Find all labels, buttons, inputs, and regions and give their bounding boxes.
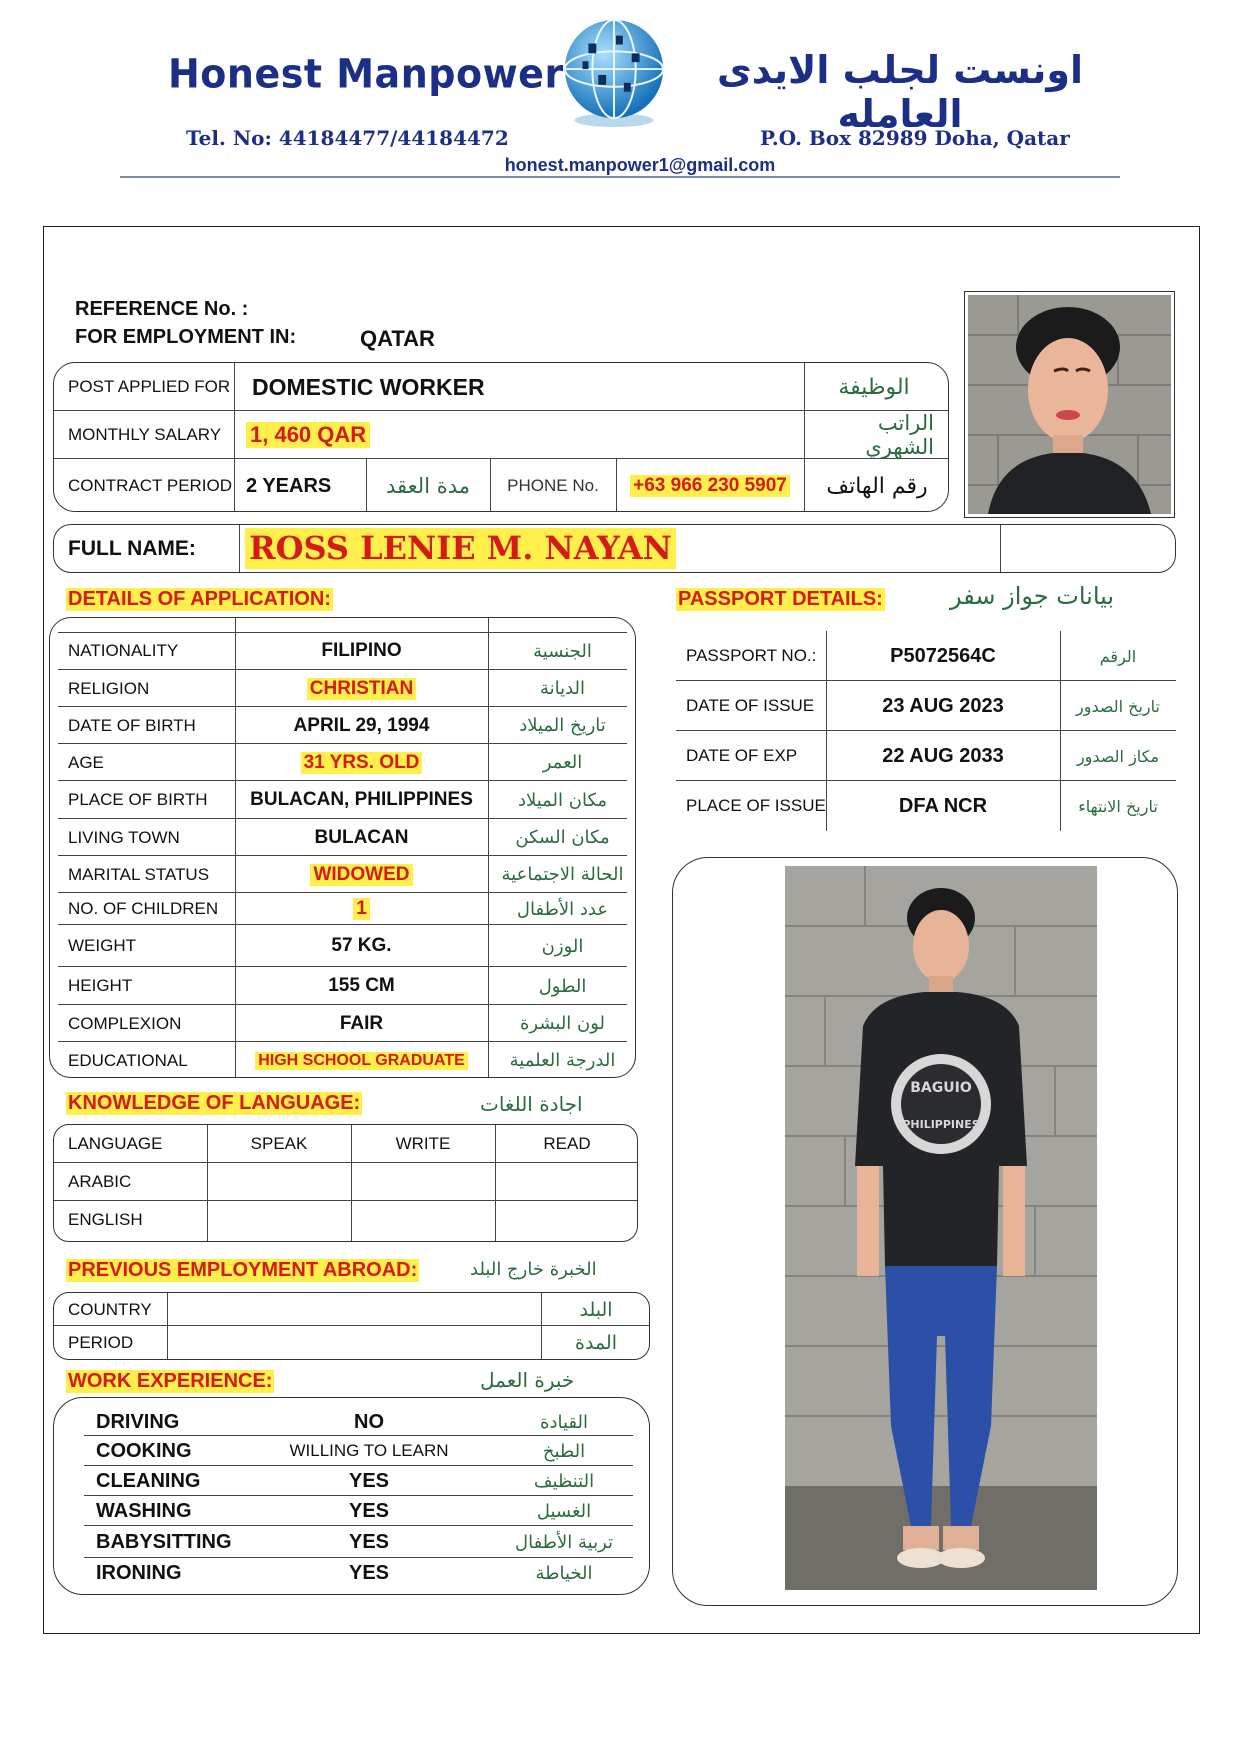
application-arabic: عدد الأطفال [516, 898, 609, 920]
application-arabic: تاريخ الميلاد [519, 715, 606, 736]
brand-name-arabic: اونست لجلب الايدى العامله [716, 48, 1084, 136]
passport-column-line [1060, 631, 1061, 831]
work-label: BABYSITTING [96, 1530, 232, 1553]
passport-arabic: تاريخ الانتهاء [1078, 796, 1158, 816]
language-header-speak: SPEAK [250, 1134, 308, 1153]
header-email: honest.manpower1@gmail.com [504, 155, 776, 175]
fullbody-photo-frame [672, 857, 1178, 1606]
phone-value: +63 966 230 5907 [630, 475, 790, 497]
application-arabic: الوزن [541, 935, 584, 957]
work-value: YES [348, 1469, 390, 1492]
application-value: 57 KG. [331, 935, 392, 956]
application-label: MARITAL STATUS [68, 864, 210, 884]
application-label: NATIONALITY [68, 641, 179, 660]
work-arabic: الغسيل [536, 1500, 592, 1522]
previous-country-arabic: البلد [579, 1298, 613, 1321]
post-arabic: الوظيفة [838, 374, 910, 400]
application-value: APRIL 29, 1994 [293, 714, 430, 736]
application-value: FAIR [339, 1012, 384, 1034]
employment-label: FOR EMPLOYMENT IN: [75, 326, 297, 348]
passport-arabic: مكاز الصدور [1076, 746, 1160, 766]
application-arabic: مكان السكن [515, 827, 610, 848]
work-label: CLEANING [96, 1469, 201, 1492]
post-details-table [53, 362, 949, 512]
work-title-arabic: خبرة العمل [480, 1368, 575, 1392]
passport-title: PASSPORT DETAILS: [678, 588, 883, 610]
work-title: WORK EXPERIENCE: [68, 1370, 273, 1392]
work-arabic: الخياطة [535, 1562, 593, 1584]
fullname-label: FULL NAME: [68, 536, 196, 560]
passport-value: DFA NCR [898, 794, 988, 817]
work-value: WILLING TO LEARN [289, 1441, 449, 1460]
previous-title: PREVIOUS EMPLOYMENT ABROAD: [68, 1259, 418, 1281]
application-label: RELIGION [68, 678, 150, 698]
header-pobox: P.O. Box 82989 Doha, Qatar [760, 126, 1070, 150]
application-label: NO. OF CHILDREN [68, 899, 219, 918]
shirt-text-bottom: PHILIPPINES [902, 1118, 980, 1131]
application-label: AGE [68, 752, 104, 772]
application-value: BULACAN [314, 826, 409, 848]
application-value: 155 CM [328, 975, 395, 996]
previous-title-arabic: الخبرة خارج البلد [470, 1259, 597, 1280]
application-value: 1 [353, 898, 370, 920]
fullbody-photo [785, 866, 1097, 1590]
language-title-arabic: اجادة اللغات [480, 1092, 583, 1116]
brand-name-english: Honest Manpower [168, 50, 564, 98]
work-arabic: الطبخ [542, 1440, 586, 1462]
application-arabic: الطول [538, 975, 587, 997]
contract-arabic: مدة العقد [386, 474, 470, 498]
application-arabic: العمر [542, 752, 583, 773]
previous-employment-table [53, 1292, 650, 1360]
application-label: PLACE OF BIRTH [68, 790, 208, 809]
language-table [53, 1124, 638, 1242]
work-arabic: تربية الأطفال [515, 1531, 614, 1553]
application-arabic: لون البشرة [519, 1013, 606, 1034]
passport-value: P5072564C [890, 644, 996, 667]
application-value: CHRISTIAN [307, 678, 416, 700]
application-label: COMPLEXION [68, 1013, 182, 1033]
header-divider [120, 176, 1120, 178]
passport-arabic: تاريخ الصدور [1076, 696, 1160, 716]
work-arabic: القيادة [540, 1411, 588, 1433]
previous-period-arabic: المدة [575, 1331, 617, 1354]
passport-table [676, 631, 1176, 831]
salary-label: MONTHLY SALARY [68, 425, 222, 444]
passport-column-line [826, 631, 827, 831]
portrait-photo [968, 295, 1171, 514]
shirt-text-top: BAGUIO [910, 1080, 972, 1096]
post-label: POST APPLIED FOR [68, 377, 231, 396]
application-title: DETAILS OF APPLICATION: [68, 588, 331, 610]
contract-label: CONTRACT PERIOD [68, 476, 233, 495]
work-value: YES [348, 1499, 390, 1522]
salary-arabic: الراتب الشهري [865, 411, 934, 459]
application-arabic: الجنسية [533, 640, 592, 662]
language-row-arabic: ARABIC [68, 1172, 132, 1191]
application-value: WIDOWED [310, 864, 412, 886]
application-arabic: الحالة الاجتماعية [501, 864, 624, 885]
post-value: DOMESTIC WORKER [252, 373, 485, 400]
work-label: DRIVING [96, 1410, 180, 1433]
passport-label: PLACE OF ISSUE [686, 796, 826, 815]
employment-country: QATAR [360, 326, 435, 351]
globe-logo-icon [555, 14, 673, 132]
application-value: FILIPINO [321, 640, 402, 661]
phone-label: PHONE No. [507, 476, 599, 495]
application-arabic: مكان الميلاد [517, 789, 608, 811]
fullname-value: ROSS LENIE M. NAYAN [245, 528, 676, 569]
phone-arabic: رقم الهاتف [826, 473, 928, 499]
reference-label: REFERENCE No. : [75, 298, 249, 320]
application-label: EDUCATIONAL [68, 1050, 188, 1070]
previous-period-label: PERIOD [68, 1332, 134, 1352]
application-arabic: الديانة [539, 678, 586, 699]
language-row-english: ENGLISH [68, 1210, 143, 1229]
work-label: IRONING [96, 1561, 182, 1584]
application-value: HIGH SCHOOL GRADUATE [255, 1052, 468, 1070]
application-table [49, 617, 636, 1078]
application-value: 31 YRS. OLD [301, 752, 423, 774]
work-value: NO [354, 1410, 384, 1433]
work-value: YES [348, 1530, 390, 1553]
portrait-frame [964, 291, 1175, 518]
language-title: KNOWLEDGE OF LANGUAGE: [68, 1092, 361, 1114]
fullname-row [53, 524, 1176, 573]
application-label: DATE OF BIRTH [68, 715, 196, 735]
application-value: BULACAN, PHILIPPINES [250, 789, 473, 810]
work-label: WASHING [96, 1499, 192, 1522]
passport-label: PASSPORT NO.: [686, 646, 817, 665]
application-arabic: الدرجة العلمية [509, 1050, 616, 1071]
passport-label: DATE OF EXP [686, 746, 798, 765]
language-header-read: READ [543, 1134, 591, 1153]
language-header-language: LANGUAGE [68, 1134, 163, 1153]
application-label: LIVING TOWN [68, 827, 180, 847]
contract-value: 2 YEARS [246, 474, 332, 497]
salary-value: 1, 460 QAR [246, 422, 370, 448]
passport-label: DATE OF ISSUE [686, 696, 815, 715]
work-arabic: التنظيف [533, 1470, 595, 1492]
work-value: YES [348, 1561, 390, 1584]
language-header-write: WRITE [395, 1134, 451, 1153]
previous-country-label: COUNTRY [68, 1299, 152, 1319]
passport-arabic: الرقم [1099, 646, 1137, 666]
application-label: HEIGHT [68, 976, 133, 995]
work-experience-table [53, 1397, 650, 1595]
work-label: COOKING [96, 1439, 192, 1462]
passport-value: 22 AUG 2033 [882, 744, 1004, 767]
passport-title-arabic: بيانات جواز سفر [950, 582, 1115, 610]
application-label: WEIGHT [68, 936, 136, 955]
header-phone: Tel. No: 44184477/44184472 [186, 126, 509, 150]
passport-value: 23 AUG 2023 [882, 694, 1004, 717]
